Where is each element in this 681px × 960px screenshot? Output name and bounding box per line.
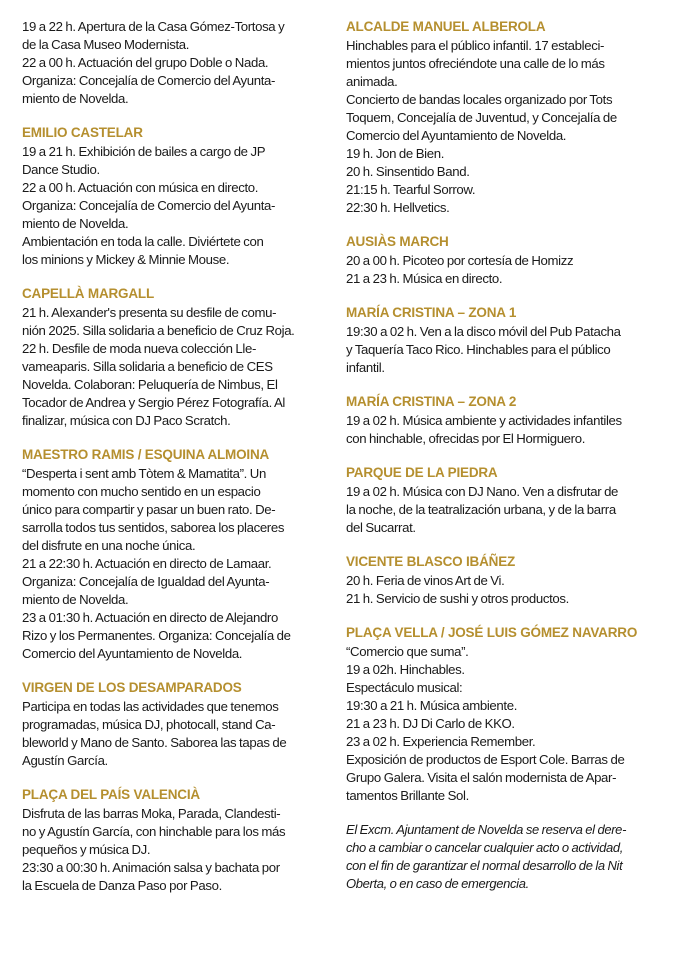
section-heading: VICENTE BLASCO IBÁÑEZ bbox=[346, 554, 516, 569]
section-text-line: de la Casa Museo Modernista. bbox=[22, 37, 190, 52]
section-heading: MAESTRO RAMIS / ESQUINA ALMOINA bbox=[22, 447, 270, 462]
event-section bbox=[22, 18, 330, 108]
section-text-line: Comercio del Ayuntamiento de Novelda. bbox=[346, 128, 567, 143]
section-text-line: sarrolla todos tus sentidos, saborea los placeres bbox=[22, 520, 285, 535]
section-text-line: Toquem, Concejalía de Juventud, y Concejalía de bbox=[346, 110, 617, 125]
section-text-line: 21 a 23 h. Música en directo. bbox=[346, 271, 503, 286]
event-section bbox=[22, 285, 330, 430]
section-text-line: 23 a 02 h. Experiencia Remember. bbox=[346, 734, 536, 749]
section-text-line: miento de Novelda. bbox=[22, 216, 129, 231]
section-text-line: programadas, música DJ, photocall, stand Ca- bbox=[22, 717, 276, 732]
section-text-line: Participa en todas las actividades que tenemos bbox=[22, 699, 279, 714]
disclaimer-note bbox=[346, 821, 663, 893]
section-text-line: finalizar, música con DJ Paco Scratch. bbox=[22, 413, 231, 428]
section-text-line: Comercio del Ayuntamiento de Novelda. bbox=[22, 646, 243, 661]
section-text-line: único para compartir y pasar un buen rato. De- bbox=[22, 502, 276, 517]
section-text-line: del disfrute en una noche única. bbox=[22, 538, 196, 553]
section-text-line: 22 h. Desfile de moda nueva colección Lle- bbox=[22, 341, 256, 356]
section-text-line: 19:30 a 02 h. Ven a la disco móvil del Pub Patacha bbox=[346, 324, 621, 339]
section-text-line: Agustín García. bbox=[22, 753, 108, 768]
section-text-line: miento de Novelda. bbox=[22, 592, 129, 607]
section-text-line: 22:30 h. Hellvetics. bbox=[346, 200, 450, 215]
section-text-line: Organiza: Concejalía de Comercio del Ayunta- bbox=[22, 73, 276, 88]
section-text-line: 21:15 h. Tearful Sorrow. bbox=[346, 182, 476, 197]
section-text-line: bleworld y Mano de Santo. Saborea las tapas de bbox=[22, 735, 287, 750]
section-heading: ALCALDE MANUEL ALBEROLA bbox=[346, 19, 546, 34]
section-text-line: tamentos Brillante Sol. bbox=[346, 788, 469, 803]
section-text-line: 19:30 a 21 h. Música ambiente. bbox=[346, 698, 518, 713]
section-text-line: vameaparis. Silla solidaria a beneficio de CES bbox=[22, 359, 273, 374]
section-text-line: Grupo Galera. Visita el salón modernista de Apar- bbox=[346, 770, 617, 785]
section-text-line: no y Agustín García, con hinchable para los más bbox=[22, 824, 286, 839]
disclaimer-line: cho a cambiar o cancelar cualquier acto o actividad, bbox=[346, 840, 623, 855]
section-text-line: la Escuela de Danza Paso por Paso. bbox=[22, 878, 222, 893]
event-section bbox=[346, 18, 663, 217]
section-text-line: animada. bbox=[346, 74, 398, 89]
section-heading: MARÍA CRISTINA – ZONA 1 bbox=[346, 305, 517, 320]
left-column bbox=[22, 18, 330, 950]
section-text-line: “Comercio que suma”. bbox=[346, 644, 469, 659]
event-section bbox=[346, 553, 663, 608]
section-text-line: con hinchable, ofrecidas por El Hormiguero. bbox=[346, 431, 586, 446]
section-text-line: 23:30 a 00:30 h. Animación salsa y bachata por bbox=[22, 860, 280, 875]
section-text-line: Disfruta de las barras Moka, Parada, Clandesti- bbox=[22, 806, 281, 821]
section-text-line: Espectáculo musical: bbox=[346, 680, 463, 695]
section-heading: PLAÇA VELLA / JOSÉ LUIS GÓMEZ NAVARRO bbox=[346, 625, 638, 640]
section-text-line: “Desperta i sent amb Tòtem & Mamatita”. Un bbox=[22, 466, 266, 481]
section-text-line: Exposición de productos de Esport Cole. Barras de bbox=[346, 752, 625, 767]
event-section bbox=[22, 679, 330, 770]
section-text-line: mientos juntos ofreciéndote una calle de lo más bbox=[346, 56, 605, 71]
event-section bbox=[346, 304, 663, 377]
section-text-line: infantil. bbox=[346, 360, 385, 375]
section-text-line: Concierto de bandas locales organizado por Tots bbox=[346, 92, 613, 107]
section-heading: PLAÇA DEL PAÍS VALENCIÀ bbox=[22, 787, 200, 802]
section-text-line: 21 h. Alexander's presenta su desfile de comu- bbox=[22, 305, 277, 320]
disclaimer-line: El Excm. Ajuntament de Novelda se reserva el dere- bbox=[346, 822, 627, 837]
event-section bbox=[22, 786, 330, 895]
section-text-line: 20 a 00 h. Picoteo por cortesía de Homizz bbox=[346, 253, 574, 268]
section-heading: VIRGEN DE LOS DESAMPARADOS bbox=[22, 680, 242, 695]
disclaimer-line: Oberta, o en caso de emergencia. bbox=[346, 876, 529, 891]
section-text-line: Dance Studio. bbox=[22, 162, 100, 177]
section-text-line: 22 a 00 h. Actuación con música en directo. bbox=[22, 180, 259, 195]
section-text-line: y Taquería Taco Rico. Hinchables para el público bbox=[346, 342, 611, 357]
section-text-line: Organiza: Concejalía de Igualdad del Ayunta- bbox=[22, 574, 270, 589]
section-text-line: 19 a 02 h. Música con DJ Nano. Ven a disfrutar de bbox=[346, 484, 619, 499]
section-text-line: 21 a 22:30 h. Actuación en directo de Lamaar. bbox=[22, 556, 272, 571]
section-text-line: 19 a 21 h. Exhibición de bailes a cargo de JP bbox=[22, 144, 266, 159]
event-section bbox=[346, 233, 663, 288]
section-text-line: Rizo y los Permanentes. Organiza: Concejalía de bbox=[22, 628, 291, 643]
section-text-line: miento de Novelda. bbox=[22, 91, 129, 106]
event-section bbox=[22, 446, 330, 663]
section-text-line: 19 a 02h. Hinchables. bbox=[346, 662, 465, 677]
section-text-line: Hinchables para el público infantil. 17 estableci- bbox=[346, 38, 605, 53]
section-text-line: Organiza: Concejalía de Comercio del Ayunta- bbox=[22, 198, 276, 213]
section-text-line: momento con mucho sentido en un espacio bbox=[22, 484, 261, 499]
section-text-line: 22 a 00 h. Actuación del grupo Doble o Nada. bbox=[22, 55, 269, 70]
section-text-line: Novelda. Colaboran: Peluquería de Nimbus, El bbox=[22, 377, 278, 392]
section-text-line: 20 h. Sinsentido Band. bbox=[346, 164, 470, 179]
section-text-line: pequeños y música DJ. bbox=[22, 842, 151, 857]
section-text-line: los minions y Mickey & Minnie Mouse. bbox=[22, 252, 230, 267]
section-heading: CAPELLÀ MARGALL bbox=[22, 286, 154, 301]
section-text-line: Ambientación en toda la calle. Diviértete con bbox=[22, 234, 264, 249]
event-section bbox=[346, 464, 663, 537]
event-section bbox=[346, 624, 663, 805]
section-text-line: 21 a 23 h. DJ Di Carlo de KKO. bbox=[346, 716, 515, 731]
section-text-line: nión 2025. Silla solidaria a beneficio de Cruz Roja. bbox=[22, 323, 295, 338]
section-text-line: Tocador de Andrea y Sergio Pérez Fotografía. Al bbox=[22, 395, 286, 410]
event-section bbox=[22, 124, 330, 269]
section-heading: MARÍA CRISTINA – ZONA 2 bbox=[346, 394, 517, 409]
section-text-line: 23 a 01:30 h. Actuación en directo de Alejandro bbox=[22, 610, 278, 625]
section-text-line: del Sucarrat. bbox=[346, 520, 416, 535]
section-text-line: 19 a 02 h. Música ambiente y actividades infantiles bbox=[346, 413, 622, 428]
event-section bbox=[346, 393, 663, 448]
section-heading: EMILIO CASTELAR bbox=[22, 125, 143, 140]
section-text-line: 19 h. Jon de Bien. bbox=[346, 146, 445, 161]
section-text-line: la noche, de la teatralización urbana, y de la barra bbox=[346, 502, 616, 517]
section-text-line: 19 a 22 h. Apertura de la Casa Gómez-Tortosa y bbox=[22, 19, 285, 34]
right-column bbox=[346, 18, 663, 950]
section-text-line: 20 h. Feria de vinos Art de Vi. bbox=[346, 573, 505, 588]
section-text-line: 21 h. Servicio de sushi y otros productos. bbox=[346, 591, 569, 606]
section-heading: AUSIÀS MARCH bbox=[346, 234, 449, 249]
disclaimer-line: con el fin de garantizar el normal desarrollo de la Nit bbox=[346, 858, 623, 873]
section-heading: PARQUE DE LA PIEDRA bbox=[346, 465, 498, 480]
